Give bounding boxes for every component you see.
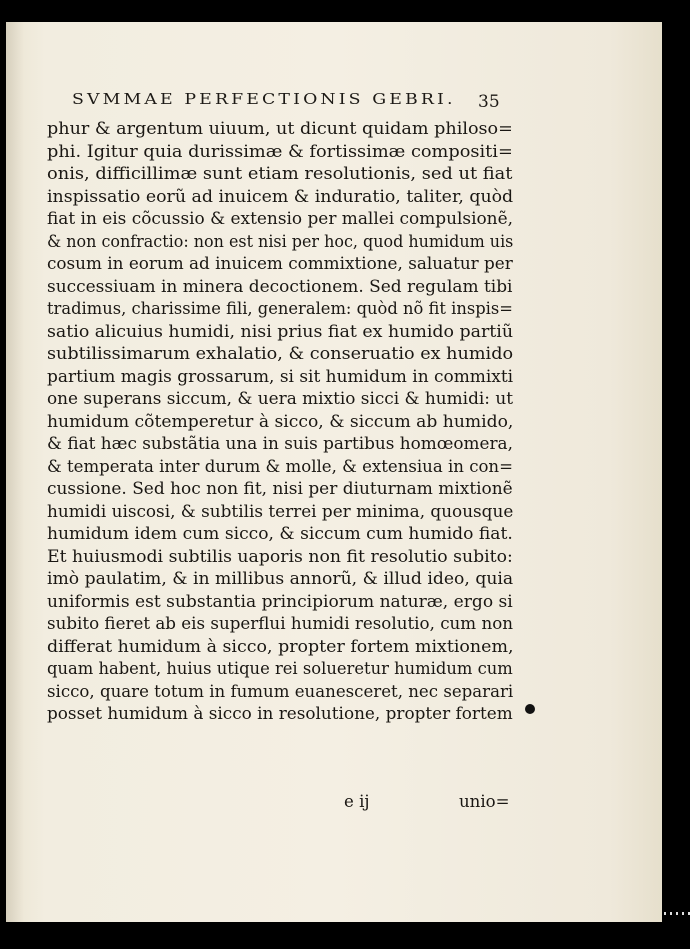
text-line: cussione. Sed hoc non fit, nisi per diuturnam mixtionẽ <box>47 479 513 498</box>
text-line: fiat in eis cõcussio & extensio per mallei compulsionẽ, <box>47 209 513 228</box>
ink-spot <box>525 704 535 714</box>
text-line: humidum cõtemperetur à sicco, & siccum ab humido, <box>47 411 513 431</box>
running-header <box>72 92 512 112</box>
text-line: uniformis est substantia principiorum naturæ, ergo si <box>47 591 513 611</box>
text-line: differat humidum à sicco, propter fortem mixtionem, <box>47 636 513 656</box>
body-text <box>47 118 513 726</box>
text-line: successiuam in minera decoctionem. Sed regulam tibi <box>47 276 513 296</box>
running-title: SVMMAE PERFECTIONIS GEBRI. <box>72 92 456 108</box>
text-line: phi. Igitur quia durissimæ & fortissimæ compositi= <box>47 141 513 161</box>
gutter-shadow <box>6 22 24 922</box>
text-line: subtilissimarum exhalatio, & conseruatio ex humido <box>47 344 513 363</box>
text-line: & non confractio: non est nisi per hoc, quod humidum uis <box>47 231 513 251</box>
text-line: onis, difficillimæ sunt etiam resolutionis, sed ut fiat <box>47 164 513 183</box>
text-line: partium magis grossarum, si sit humidum in commixti <box>47 366 513 386</box>
text-line: tradimus, charissime fili, generalem: quòd nõ fit inspis= <box>47 299 513 318</box>
text-line: imò paulatim, & in millibus annorũ, & illud ideo, quia <box>47 569 513 588</box>
text-line: Et huiusmodi subtilis uaporis non fit resolutio subito: <box>47 546 513 566</box>
text-line: subito fieret ab eis superflui humidi resolutio, cum non <box>47 614 513 633</box>
text-line: humidum idem cum sicco, & siccum cum humido fiat. <box>47 524 513 543</box>
scan-edge-marks <box>664 912 690 915</box>
text-line: sicco, quare totum in fumum euanesceret, nec separari <box>47 681 513 701</box>
text-line: phur & argentum uiuum, ut dicunt quidam philoso= <box>47 119 513 138</box>
page-number: 35 <box>478 92 500 112</box>
text-line: inspissatio eorũ ad inuicem & induratio, taliter, quòd <box>47 186 513 206</box>
signature-mark: e ij <box>344 792 370 811</box>
text-line: & fiat hæc substãtia una in suis partibus homœomera, <box>47 434 513 453</box>
text-line: cosum in eorum ad inuicem commixtione, saluatur per <box>47 254 513 273</box>
text-line: one superans siccum, & uera mixtio sicci & humidi: ut <box>47 389 513 408</box>
text-line: satio alicuius humidi, nisi prius fiat ex humido partiũ <box>47 321 513 341</box>
text-line: & temperata inter durum & molle, & extensiua in con= <box>47 456 513 476</box>
text-line: posset humidum à sicco in resolutione, propter fortem <box>47 704 513 723</box>
text-line: humidi uiscosi, & subtilis terrei per minima, quousque <box>47 501 513 521</box>
catchword: unio= <box>459 792 510 811</box>
book-page <box>6 22 662 922</box>
text-line: quam habent, huius utique rei solueretur humidum cum <box>47 659 513 678</box>
